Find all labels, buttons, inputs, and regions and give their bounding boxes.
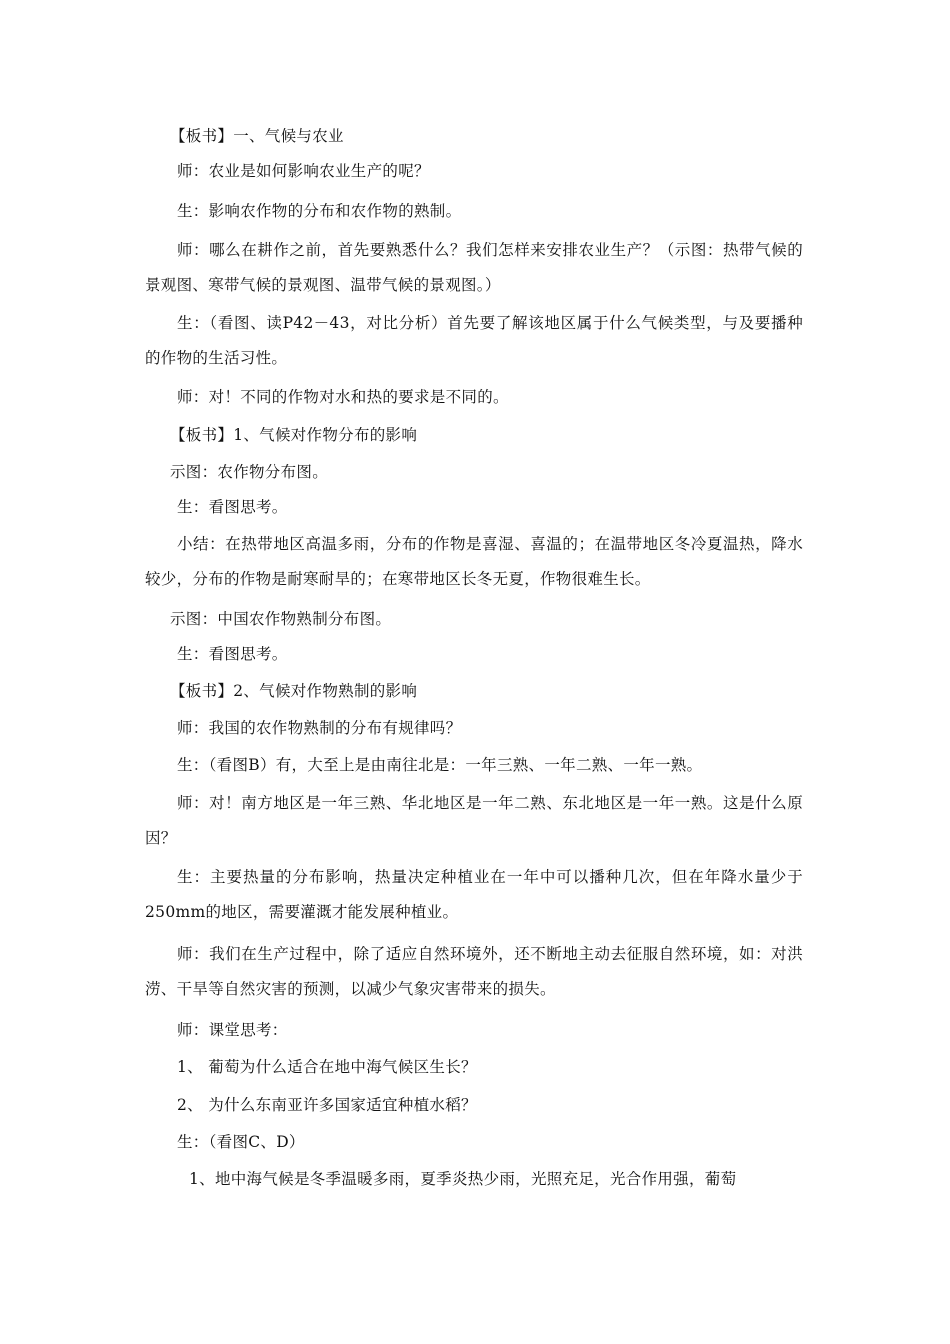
paragraph: 示图：农作物分布图。 <box>170 463 329 481</box>
paragraph: 师：我们在生产过程中，除了适应自然环境外，还不断地主动去征服自然环境，如：对洪涝、干旱等自然灾害的预测，以减少气象灾害带来的损失。 <box>145 945 803 998</box>
paragraph: 师：哪么在耕作之前，首先要熟悉什么？我们怎样来安排农业生产？（示图：热带气候的景观图、寒带气候的景观图、温带气候的景观图。） <box>145 241 803 294</box>
heading-climate-crop-distribution: 【板书】1、气候对作物分布的影响 <box>170 426 418 444</box>
paragraph: 师：课堂思考： <box>177 1021 288 1039</box>
paragraph: 生：（看图、读P42－43，对比分析）首先要了解该地区属于什么气候类型，与及要播种的作物的生活习性。 <box>145 314 803 367</box>
paragraph: 师：对！不同的作物对水和热的要求是不同的。 <box>177 388 509 406</box>
paragraph: 生：（看图B）有，大至上是由南往北是：一年三熟、一年二熟、一年一熟。 <box>177 756 703 774</box>
paragraph: 师：对！南方地区是一年三熟、华北地区是一年二熟、东北地区是一年一熟。这是什么原因？ <box>145 794 803 847</box>
paragraph: 生：（看图C、D） <box>177 1133 305 1151</box>
summary-paragraph: 小结：在热带地区高温多雨，分布的作物是喜湿、喜温的；在温带地区冬冷夏温热，降水较少，分布的作物是耐寒耐旱的；在寒带地区长冬无夏，作物很难生长。 <box>145 535 803 588</box>
paragraph: 生：影响农作物的分布和农作物的熟制。 <box>177 202 462 220</box>
question-item: 2、 为什么东南亚许多国家适宜种植水稻？ <box>177 1096 477 1114</box>
question-item: 1、 葡萄为什么适合在地中海气候区生长？ <box>177 1058 477 1076</box>
paragraph: 生：看图思考。 <box>177 645 288 663</box>
paragraph: 师：我国的农作物熟制的分布有规律吗？ <box>177 719 462 737</box>
paragraph: 师：农业是如何影响农业生产的呢？ <box>177 162 430 180</box>
answer-item: 1、地中海气候是冬季温暖多雨，夏季炎热少雨，光照充足，光合作用强，葡萄 <box>189 1170 737 1188</box>
paragraph: 示图：中国农作物熟制分布图。 <box>170 610 392 628</box>
heading-climate-crop-rotation: 【板书】2、气候对作物熟制的影响 <box>170 682 418 700</box>
paragraph: 生：主要热量的分布影响，热量决定种植业在一年中可以播种几次，但在年降水量少于250mm的地区，需要灌溉才能发展种植业。 <box>145 868 803 921</box>
heading-climate-agriculture: 【板书】一、气候与农业 <box>170 127 344 145</box>
paragraph: 生：看图思考。 <box>177 498 288 516</box>
